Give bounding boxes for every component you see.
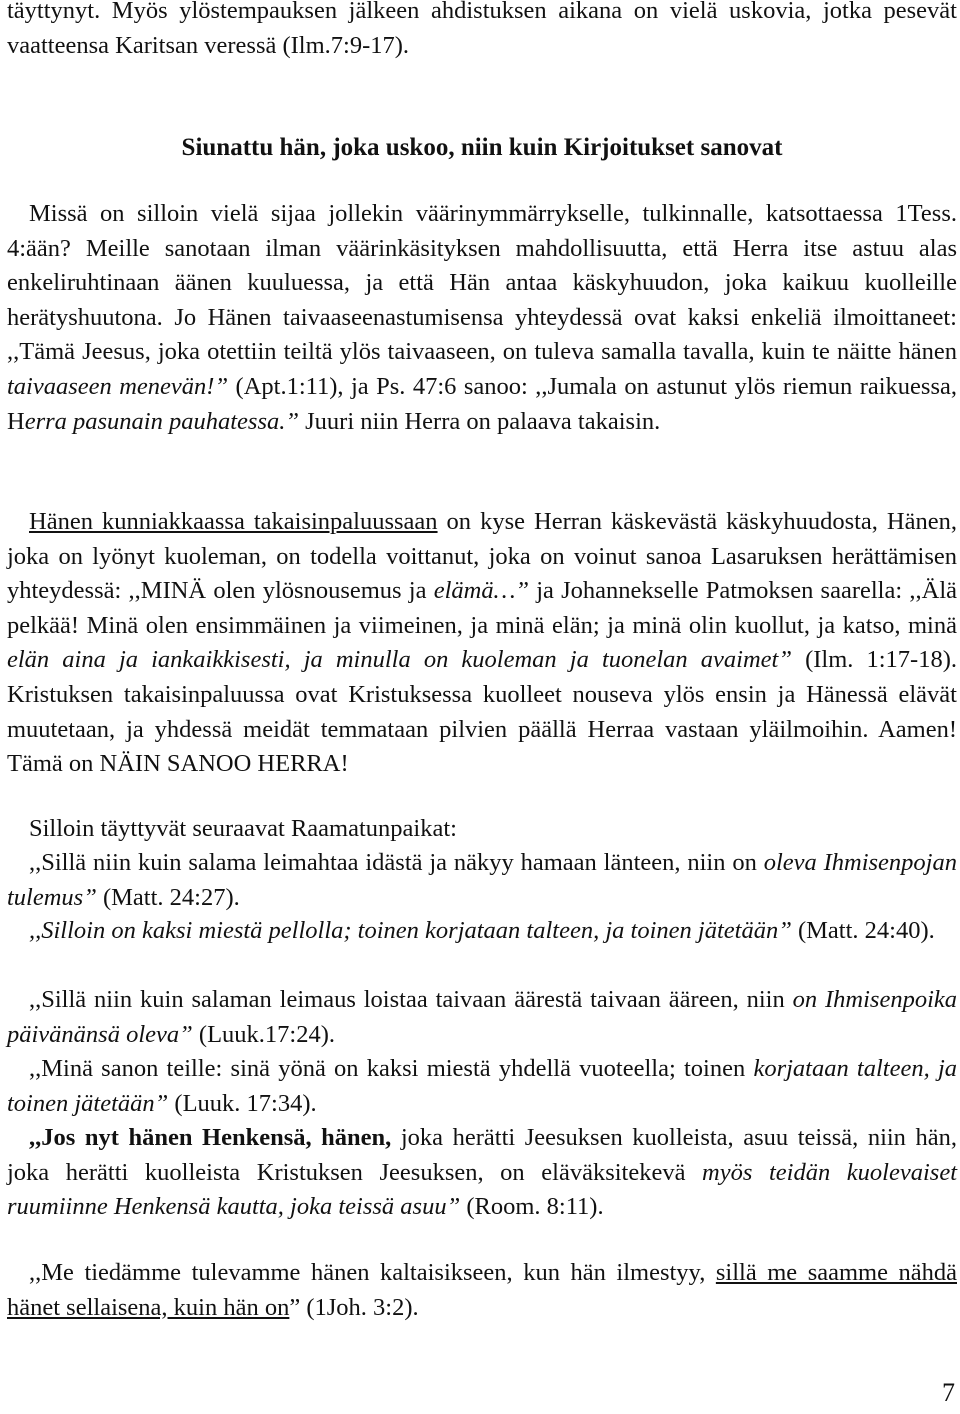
paragraph-1-text-a: Missä on silloin vielä sijaa jollekin väärinymmärrykselle, tulkinnalle, katsottaessa 1Tess. 4:ään? Meille sanotaan ilman väärinkäsityksen mahdollisuutta, että Herra itse astuu alas enkeliruhtinaan äänen kuuluessa, ja että Hän antaa käskyhuudon, joka kaikuu kuolleille herätyshuutona. Jo Hänen taivaaseenastumisensa yhteydessä ovat kaksi enkeliä ilmoittaneet: ,,Tämä Jeesus, joka otettiin teiltä ylös taivaaseen, on tuleva samalla tavalla, kuin te näitte hänen (7, 200, 957, 366)
quote-3 (7, 983, 957, 1052)
quote-1-text-c: (Matt. 24:27). (96, 883, 240, 911)
paragraph-1-italic-b: taivaaseen menevän!” (7, 372, 229, 400)
paragraph-2-text-d: ja Johannekselle Patmoksen saarella: ,,Älä pelkää! Minä olen ensimmäinen ja viimeinen, ja minä elän; ja minä olin kuollut, ja katso, minä (7, 577, 958, 639)
quote-4-italic-b: korjataan talteen, ja toinen jätetään” (7, 1055, 957, 1117)
paragraph-1-text-c: (Apt.1:11), ja Ps. 47:6 sanoo: ,,Jumala on astunut ylös riemun raikuessa, H (7, 372, 957, 435)
quote-6-text-c: ” (1Joh. 3:2). (289, 1293, 419, 1321)
quote-2-text-b: (Matt. 24:40). (791, 917, 935, 944)
quote-1-italic-b: oleva Ihmisenpojan tulemus” (7, 849, 957, 911)
paragraph-2-text-f: (Ilm. 1:17-18). Kristuksen takaisinpaluussa ovat Kristuksessa kuolleet nouseva ylös ensin ja Hänessä elävät muutetaan, ja yhdessä meidät temmataan pilvien päällä Herraa vastaan yläilmoihin. Aamen! Tämä on NÄIN SANOO HERRA! (7, 646, 958, 778)
paragraph-1-text-e: Juuri niin Herra on palaava takaisin. (299, 407, 661, 435)
paragraph-1-italic-d: erra pasunain pauhatessa.” (24, 407, 299, 435)
quote-5-text-b: joka herätti Jeesuksen kuolleista, asuu teissä, niin hän, joka herätti kuolleista Kristuksen Jeesuksen, on eläväksitekevä (7, 1124, 957, 1186)
quote-1 (7, 846, 957, 915)
quote-2-italic-a: ,,Silloin on kaksi miestä pellolla; toinen korjataan talteen, ja toinen jätetään” (29, 917, 792, 944)
quote-4 (7, 1052, 957, 1121)
paragraph-3-text: Silloin täyttyvät seuraavat Raamatunpaikat: (29, 815, 457, 842)
section-heading-text: Siunattu hän, joka uskoo, niin kuin Kirjoitukset sanovat (181, 134, 783, 161)
section-heading (7, 131, 957, 165)
quote-1-text-a: ,,Sillä niin kuin salama leimahtaa idästä ja näkyy hamaan länteen, niin on (29, 849, 764, 876)
quote-5 (7, 1121, 957, 1225)
paragraph-1 (7, 197, 957, 439)
quote-3-text-c: (Luuk.17:24). (192, 1020, 335, 1048)
paragraph-2-text-b: on kyse Herran käskevästä käskyhuudosta, Hänen, joka on lyönyt kuoleman, on todella voittanut, joka on voinut sanoa Lasaruksen herättämisen yhteydessä: ,,MINÄ olen ylösnousemus ja (7, 508, 957, 605)
quote-5-italic-c: myös teidän kuolevaiset ruumiinne Henkensä kautta, joka teissä asuu” (7, 1158, 957, 1221)
quote-2 (7, 914, 957, 949)
quote-6-text-a: ,,Me tiedämme tulevamme hänen kaltaisikseen, kun hän ilmestyy, (29, 1259, 716, 1286)
quote-4-text-c: (Luuk. 17:34). (168, 1089, 317, 1117)
quote-3-italic-b: on Ihmisenpoika päivänänsä oleva” (7, 986, 958, 1048)
quote-6 (7, 1256, 957, 1325)
paragraph-3 (7, 812, 957, 847)
intro-paragraph (7, 0, 957, 63)
quote-4-text-a: ,,Minä sanon teille: sinä yönä on kaksi miestä yhdellä vuoteella; toinen (29, 1055, 754, 1082)
page-number: 7 (942, 1378, 955, 1407)
intro-text: täyttynyt. Myös ylöstempauksen jälkeen ahdistuksen aikana on vielä uskovia, jotka pesevät vaatteensa Karitsan veressä (Ilm.7:9-17). (7, 0, 957, 59)
quote-5-text-d: (Room. 8:11). (460, 1193, 604, 1221)
quote-3-text-a: ,,Sillä niin kuin salaman leimaus loistaa taivaan äärestä taivaan ääreen, niin (29, 986, 793, 1013)
paragraph-2 (7, 505, 957, 782)
paragraph-2-italic-e: elän aina ja iankaikkisesti, ja minulla on kuoleman ja tuonelan avaimet” (7, 646, 792, 674)
quote-5-bold-a: ,,Jos nyt hänen Henkensä, hänen, (29, 1124, 392, 1151)
paragraph-2-underlined-a: Hänen kunniakkaassa takaisinpaluussaan (29, 508, 438, 535)
paragraph-2-italic-c: elämä…” (433, 577, 530, 605)
quote-6-underlined-b: sillä me saamme nähdä hänet sellaisena, kuin hän on (7, 1259, 957, 1321)
